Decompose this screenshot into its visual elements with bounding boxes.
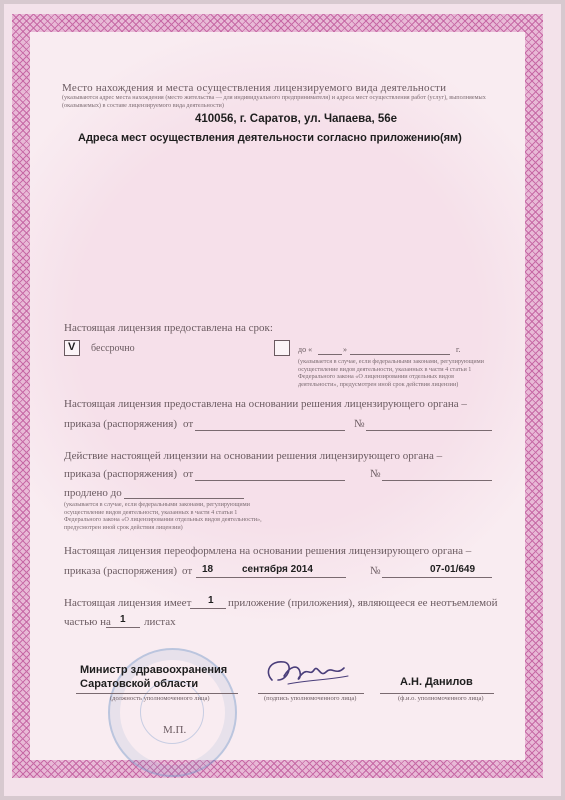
annex-suffix: приложение (приложения), являющееся ее неотъемлемой (228, 597, 498, 609)
annex-count-line (190, 608, 226, 609)
annex-part-suffix: листах (144, 616, 176, 628)
extension-note: (указывается в случае, если федеральными законами, регулирующими осуществление видов деятельности, указанных в части 4 статьи 1 Федерального закона «О лицензировании отдельных видов деятельности», предусмотрен иной срок действия лицензии) (64, 501, 262, 531)
reissue-line1: Настоящая лицензия переоформлена на основании решения лицензирующего органа – (64, 545, 472, 557)
reissue-date-line (196, 577, 346, 578)
official-line (76, 693, 238, 694)
reissue-number-line (382, 577, 492, 578)
until-mid: » (343, 345, 347, 354)
signature-line (258, 693, 364, 694)
annex-prefix: Настоящая лицензия имеет (64, 597, 192, 609)
name-line (380, 693, 494, 694)
checkbox-mark: V (68, 341, 76, 353)
reissue-number: 07-01/649 (430, 564, 476, 575)
location-heading: Место нахождения и места осуществления лицензируемого вида деятельности (62, 82, 447, 94)
annex-pages: 1 (120, 614, 126, 625)
basis-line2: приказа (распоряжения) (64, 418, 178, 430)
until-prefix: до « (298, 345, 313, 354)
handwritten-signature (258, 650, 358, 692)
term-label: Настоящая лицензия предоставлена на срок: (64, 322, 273, 334)
stamp-place: М.П. (163, 724, 187, 736)
annex-count: 1 (208, 595, 214, 606)
basis-date-line (195, 430, 345, 431)
basis-no: № (354, 418, 365, 430)
appendix-note: Адреса мест осуществления деятельности согласно приложению(ям) (78, 132, 462, 144)
basis-from: от (183, 418, 194, 430)
annex-part-prefix: частью на (64, 616, 111, 628)
extension-until-line (124, 498, 244, 499)
reissue-day: 18 (202, 564, 214, 575)
until-month-line (350, 354, 450, 355)
official-title-line1: Министр здравоохранения (80, 664, 228, 676)
basis-line1: Настоящая лицензия предоставлена на основании решения лицензирующего органа – (64, 398, 467, 410)
official-title-line2: Саратовской области (80, 678, 199, 690)
reissue-no: № (370, 565, 381, 577)
signature-caption: (подпись уполномоченного лица) (264, 695, 357, 702)
annex-pages-line (106, 627, 140, 628)
basis-number-line (366, 430, 492, 431)
until-day-line (318, 354, 342, 355)
extension-until: продлено до (64, 487, 122, 499)
reissue-from: от (182, 565, 193, 577)
location-note: (указываются адрес места нахождения (место жительства — для индивидуального предпринимателя) и адреса мест осуществления работ (услуг), выполняемых (оказываемых) в составе лицензируемого вида деятельности) (62, 94, 486, 109)
name-caption: (ф.и.о. уполномоченного лица) (398, 695, 484, 702)
reissue-line2: приказа (распоряжения) (64, 565, 178, 577)
extension-from: от (183, 468, 194, 480)
extension-date-line (195, 480, 345, 481)
extension-line2: приказа (распоряжения) (64, 468, 178, 480)
until-suffix: г. (456, 345, 461, 354)
extension-number-line (382, 480, 492, 481)
extension-line1: Действие настоящей лицензии на основании решения лицензирующего органа – (64, 450, 443, 462)
address-text: 410056, г. Саратов, ул. Чапаева, 56е (195, 113, 398, 125)
extension-no: № (370, 468, 381, 480)
signer-name: А.Н. Данилов (400, 676, 473, 688)
unlimited-label: бессрочно (91, 343, 135, 354)
until-checkbox (274, 340, 290, 356)
reissue-month-year: сентября 2014 (242, 564, 313, 575)
official-caption: (должность уполномоченного лица) (110, 695, 210, 702)
unlimited-checkbox (64, 340, 80, 356)
until-note: (указывается в случае, если федеральными законами, регулирующими осуществление видов деятельности, указанных в части 4 статьи 1 Федерального закона «О лицензировании отдельных видов деятельности», предусмотрен иной срок действия лицензии) (298, 358, 484, 388)
